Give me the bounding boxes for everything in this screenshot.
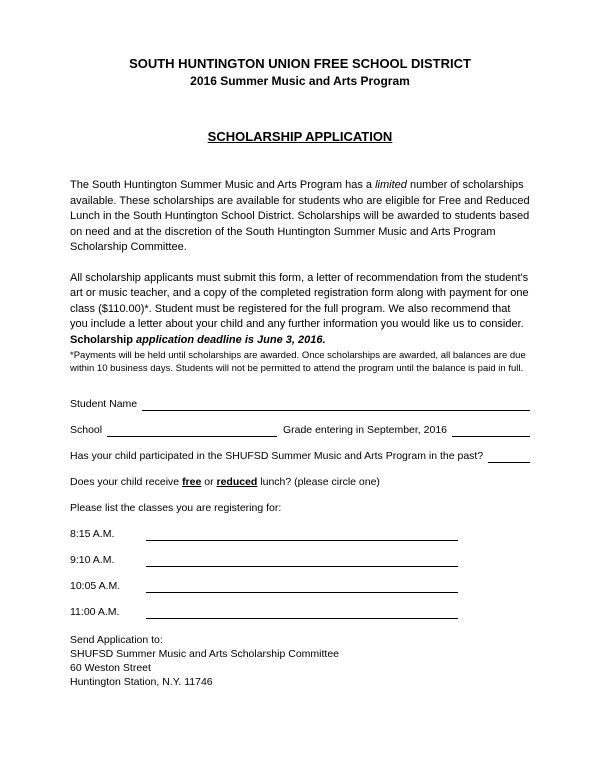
class-blank-4: [146, 605, 458, 619]
classes-label: Please list the classes you are registering for:: [70, 502, 282, 514]
lunch-question-or: or: [201, 476, 217, 488]
deadline-lead-text: Scholarship: [70, 333, 137, 346]
class-row-2: [70, 553, 530, 567]
intro-paragraph: [70, 178, 530, 256]
school-blank: [107, 423, 277, 437]
school-row: [70, 423, 530, 437]
mailing-address-block: [70, 633, 530, 689]
intro-text-1: The South Huntington Summer Music and Arts Program has a: [70, 179, 376, 191]
school-label: School: [70, 424, 103, 436]
grade-blank: [452, 423, 530, 437]
district-heading: SOUTH HUNTINGTON UNION FREE SCHOOL DISTRICT: [129, 56, 471, 71]
program-heading: 2016 Summer Music and Arts Program: [190, 74, 410, 88]
student-name-label: Student Name: [70, 398, 138, 410]
class-blank-1: [146, 527, 458, 541]
participation-question: Has your child participated in the SHUFSD Summer Music and Arts Program in the past?: [70, 450, 484, 462]
document-title: SCHOLARSHIP APPLICATION: [207, 129, 393, 144]
committee-line: SHUFSD Summer Music and Arts Scholarship Committee: [70, 648, 339, 660]
grade-label: Grade entering in September, 2016: [282, 424, 447, 436]
class-row-3: [70, 579, 530, 593]
class-blank-2: [146, 553, 458, 567]
lunch-question-2: lunch? (please circle one): [257, 476, 380, 488]
student-name-row: [70, 397, 530, 411]
participation-row: [70, 449, 530, 463]
class-time-label-4: 11:00 A.M.: [70, 606, 120, 618]
class-time-label-3: 10:05 A.M.: [70, 580, 121, 592]
send-to-label: Send Application to:: [70, 634, 163, 646]
intro-text-2: number of scholarships available. These scholarships are available for students who are eligible for Free and Reduced Lunch in the South Huntington School District. Scholarships will be awarded to students based on need and at the discretion of the South Huntington Summer Music and Arts Program Scholarship Committee.: [70, 179, 530, 253]
participation-blank: [488, 449, 530, 463]
lunch-option-free: free: [182, 476, 202, 488]
class-row-1: [70, 527, 530, 541]
class-row-4: [70, 605, 530, 619]
deadline-text: application deadline is June 3, 2016.: [136, 333, 326, 346]
class-time-label-1: 8:15 A.M.: [70, 528, 115, 540]
street-line: 60 Weston Street: [70, 662, 151, 674]
lunch-question-row: [70, 475, 530, 489]
city-line: Huntington Station, N.Y. 11746: [70, 676, 213, 688]
class-time-label-2: 9:10 A.M.: [70, 554, 115, 566]
class-blank-3: [146, 579, 458, 593]
requirements-paragraph: [70, 271, 530, 349]
lunch-option-reduced: reduced: [216, 476, 258, 488]
requirements-text: All scholarship applicants must submit this form, a letter of recommendation from the student's art or music teacher, and a copy of the completed registration form along with payment for one class ($110.00)*. Student must be registered for the full program. We also recommend that you include a letter about your child and any further information you would like us to consider.: [70, 271, 529, 330]
intro-emphasis-limited: limited: [375, 179, 407, 191]
payment-note: *Payments will be held until scholarships are awarded. Once scholarships are awarded, all balances are due within 10 business days. Students will not be permitted to attend the program until the balance is paid in full.: [70, 350, 526, 374]
student-name-blank: [142, 397, 530, 411]
lunch-question-1: Does your child receive: [70, 476, 183, 488]
